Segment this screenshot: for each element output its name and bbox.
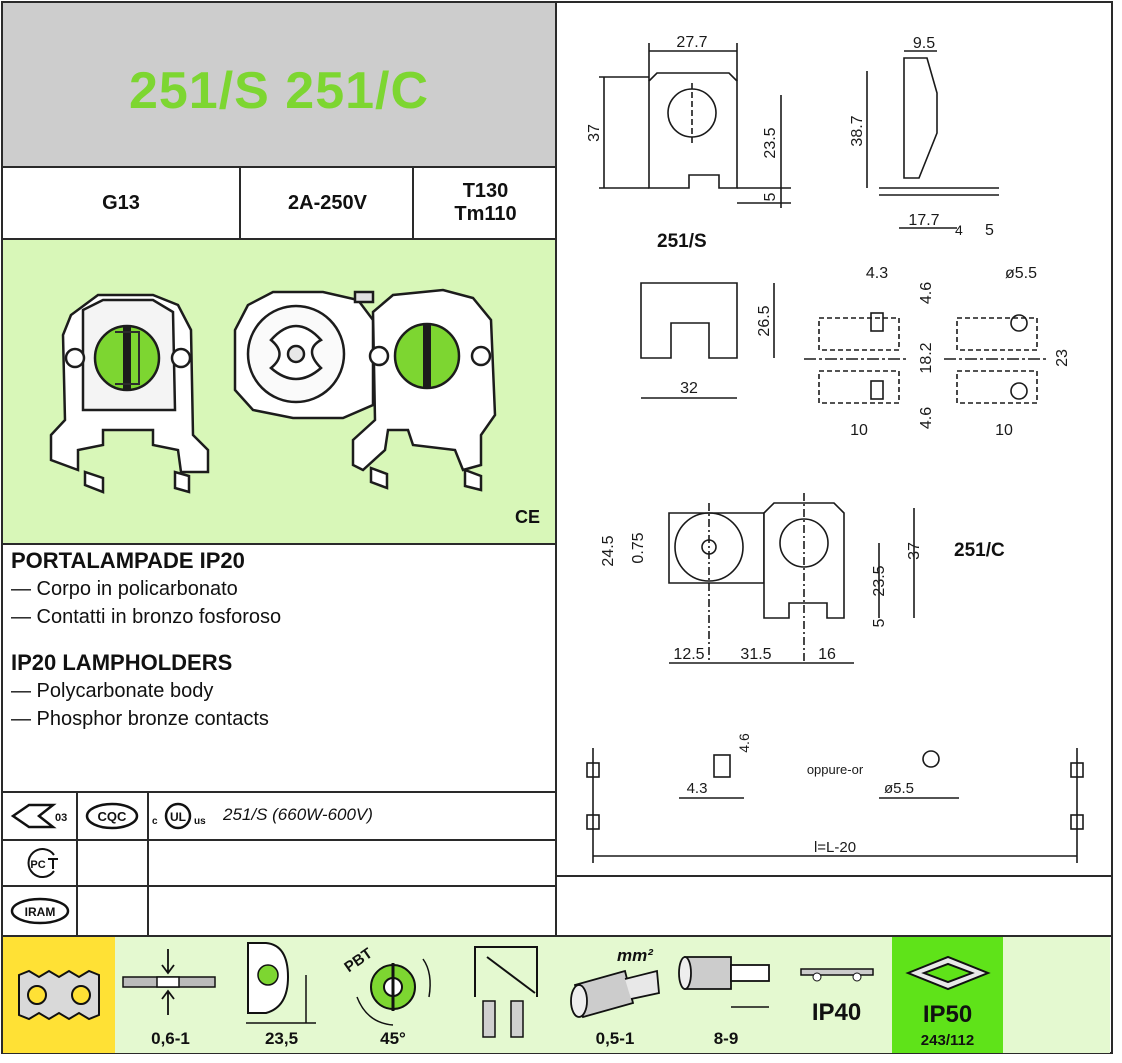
label-rotor-angle: 45° — [380, 1029, 406, 1048]
dim-c-075: 0.75 — [630, 532, 647, 564]
ul-logo-cell — [147, 793, 219, 839]
svg-text:us: us — [194, 816, 206, 827]
svg-text:mm²: mm² — [617, 946, 653, 965]
dim-rail-length: l=L-20 — [813, 839, 857, 856]
cert-row-2 — [3, 841, 557, 887]
dim-c-16: 16 — [818, 646, 836, 663]
label-ip50-sub: 243/112 — [920, 1032, 975, 1049]
panel-thickness-icon — [115, 937, 225, 1027]
dim-hole-a-10: 10 — [850, 422, 868, 439]
spec-temp-tm: Tm110 — [454, 203, 517, 225]
right-separator — [557, 875, 1112, 877]
cert-empty-cell — [76, 841, 149, 885]
ul-rating: 251/S (660W-600V) — [223, 805, 373, 824]
desc-line-en-2: — Phosphor bronze contacts — [11, 708, 269, 730]
ip40-icon — [781, 937, 891, 997]
drawing-holes-a — [804, 265, 935, 439]
label-251-s: 251/S — [657, 231, 707, 252]
svg-text:c: c — [152, 816, 158, 827]
dim-s-height: 37 — [586, 124, 603, 142]
dim-side-width: 9.5 — [912, 35, 936, 52]
drawing-holes-b — [944, 265, 1071, 439]
dim-side-depth: 17.7 — [908, 212, 940, 229]
dim-c-5: 5 — [871, 618, 888, 628]
dimension-drawings — [559, 3, 1111, 875]
dim-hole-a-bot: 4.6 — [918, 406, 935, 430]
pct-logo-icon — [18, 847, 62, 879]
lampholder-s-illustration — [51, 295, 208, 492]
label-ip50: IP50 — [922, 1001, 973, 1028]
dim-s-base: 5 — [762, 192, 779, 202]
dim-s-center: 23.5 — [762, 127, 779, 159]
description-panel — [3, 545, 557, 793]
label-panel-thickness: 0,6-1 — [151, 1029, 190, 1048]
feature-ip50 — [892, 937, 1005, 1053]
product-photo — [3, 240, 555, 543]
feature-ip40 — [781, 937, 894, 1053]
spec-row — [3, 168, 557, 240]
label-ip40: IP40 — [811, 999, 862, 1026]
desc-line-it-2: — Contatti in bronzo fosforoso — [11, 606, 282, 628]
wire-section-icon — [559, 937, 669, 1027]
label-height: 23,5 — [264, 1029, 299, 1048]
dim-side-4: 4 — [955, 222, 963, 238]
ce-mark: CE — [515, 507, 541, 527]
dim-c-24: 24.5 — [600, 535, 617, 567]
drawing-s-side — [849, 35, 999, 239]
lampholder-c-illustration — [235, 290, 495, 490]
spec-base: G13 — [102, 191, 140, 214]
enec-logo-icon — [9, 801, 71, 831]
label-251-c: 251/C — [954, 540, 1005, 561]
svg-text:IRAM: IRAM — [24, 905, 55, 919]
spec-temp-t: T130 — [462, 180, 509, 202]
svg-text:CQC: CQC — [97, 809, 126, 824]
feature-chain — [3, 937, 117, 1053]
dim-rail-43: 4.3 — [686, 780, 708, 797]
dim-c-23: 23.5 — [871, 565, 888, 597]
feature-height — [226, 937, 339, 1053]
dim-hole-b-span: 23 — [1054, 349, 1071, 367]
desc-heading-it: PORTALAMPADE IP20 — [11, 548, 245, 573]
dim-bottom-height: 26.5 — [756, 305, 773, 337]
feature-strip — [3, 935, 1112, 1053]
dim-rail-dia: ø5.5 — [883, 780, 915, 797]
svg-text:03: 03 — [54, 812, 67, 824]
dim-c-37: 37 — [906, 542, 923, 560]
spec-rating: 2A-250V — [239, 168, 414, 238]
label-wire-section: 0,5-1 — [595, 1029, 635, 1048]
spec-temperature — [412, 168, 557, 238]
dim-side-height: 38.7 — [849, 115, 866, 147]
feature-rotor — [337, 937, 451, 1053]
ul-logo-icon — [148, 800, 218, 832]
dim-bottom-width: 32 — [680, 380, 698, 397]
cert-row-1 — [3, 793, 557, 841]
dim-rail-46: 4.6 — [736, 733, 752, 753]
cert-empty-cell-2 — [76, 887, 149, 935]
iram-logo-icon — [9, 896, 71, 926]
svg-text:PBT: PBT — [341, 944, 376, 977]
cert-row-3 — [3, 887, 557, 935]
dim-s-width: 27.7 — [676, 34, 708, 51]
product-title: 251/S 251/C — [128, 62, 430, 120]
dim-hole-a-w: 4.3 — [865, 265, 889, 282]
cqc-logo-icon — [84, 801, 140, 831]
feature-panel-thickness — [115, 937, 228, 1053]
title-panel — [3, 3, 557, 168]
cqc-logo-cell — [76, 793, 149, 839]
dim-hole-a-span: 18.2 — [918, 342, 935, 374]
chain-plate-icon — [3, 937, 113, 1053]
dim-c-12: 12.5 — [673, 646, 705, 663]
drawing-s-bottom — [641, 283, 774, 398]
drawing-s-front — [586, 34, 791, 208]
svg-text:PC: PC — [29, 859, 46, 871]
desc-heading-en: IP20 LAMPHOLDERS — [11, 650, 233, 675]
feature-wire-section — [559, 937, 673, 1053]
dim-hole-b-10: 10 — [995, 422, 1013, 439]
dim-hole-b-dia: ø5.5 — [1004, 265, 1038, 282]
iram-logo-cell — [3, 887, 78, 935]
oppure-or-label: oppure-or — [806, 762, 864, 777]
feature-empty — [1003, 937, 1110, 1053]
desc-line-en-1: — Polycarbonate body — [11, 680, 214, 702]
technical-drawings — [559, 3, 1111, 875]
dim-side-5: 5 — [985, 222, 994, 239]
dim-hole-a-top: 4.6 — [918, 281, 935, 305]
drawing-c-front — [600, 493, 923, 663]
desc-line-it-1: — Corpo in policarbonato — [11, 578, 238, 600]
rotor-pbt-icon — [337, 937, 447, 1029]
feature-strip-length — [671, 937, 783, 1053]
height-icon — [226, 937, 336, 1027]
plug-pins-icon — [449, 937, 559, 1047]
enec-logo-cell — [3, 793, 78, 839]
strip-length-icon — [671, 937, 781, 1027]
label-strip-length: 8-9 — [713, 1029, 739, 1048]
ip50-icon — [892, 937, 1002, 997]
svg-text:UL: UL — [170, 810, 186, 824]
pct-logo-cell — [3, 841, 78, 885]
feature-plug — [449, 937, 561, 1053]
dim-c-31: 31.5 — [740, 646, 772, 663]
drawing-rail — [587, 733, 1083, 863]
product-photo-panel — [3, 240, 557, 545]
